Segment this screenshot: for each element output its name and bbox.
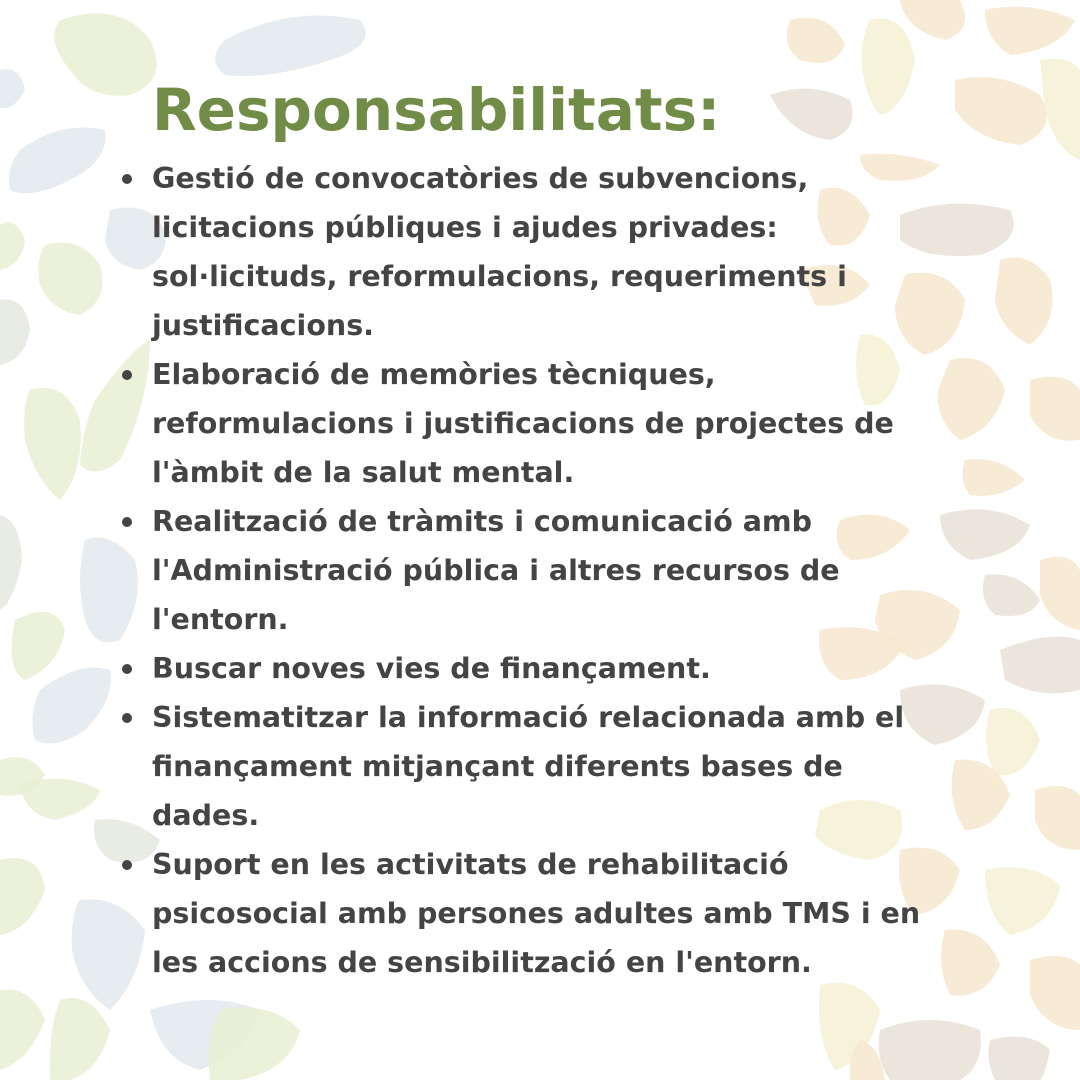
list-item (152, 693, 942, 840)
responsibilities-list (152, 154, 942, 987)
list-item (152, 154, 942, 350)
list-item-text: Realització de tràmits i comunicació amb l'Administració pública i altres recursos de l'entorn. (152, 505, 840, 636)
list-item (152, 840, 942, 987)
bullet-icon (122, 517, 132, 527)
bullet-icon (122, 370, 132, 380)
list-item (152, 350, 942, 497)
bullet-icon (122, 860, 132, 870)
list-item-text: Buscar noves vies de finançament. (152, 652, 711, 685)
list-item (152, 497, 942, 644)
list-item-text: Gestió de convocatòries de subvencions, licitacions públiques i ajudes privades: sol·licituds, reformulacions, requeriments i justificacions. (152, 162, 847, 342)
list-item-text: Sistematitzar la informació relacionada amb el finançament mitjançant diferents bases de dades. (152, 701, 905, 832)
list-item-text: Elaboració de memòries tècniques, reformulacions i justificacions de projectes de l'àmbit de la salut mental. (152, 358, 894, 489)
page-title: Responsabilitats: (152, 76, 721, 144)
list-item (152, 644, 942, 693)
bullet-icon (122, 713, 132, 723)
bullet-icon (122, 174, 132, 184)
list-item-text: Suport en les activitats de rehabilitació psicosocial amb persones adultes amb TMS i en les accions de sensibilització en l'entorn. (152, 848, 921, 979)
bullet-icon (122, 664, 132, 674)
